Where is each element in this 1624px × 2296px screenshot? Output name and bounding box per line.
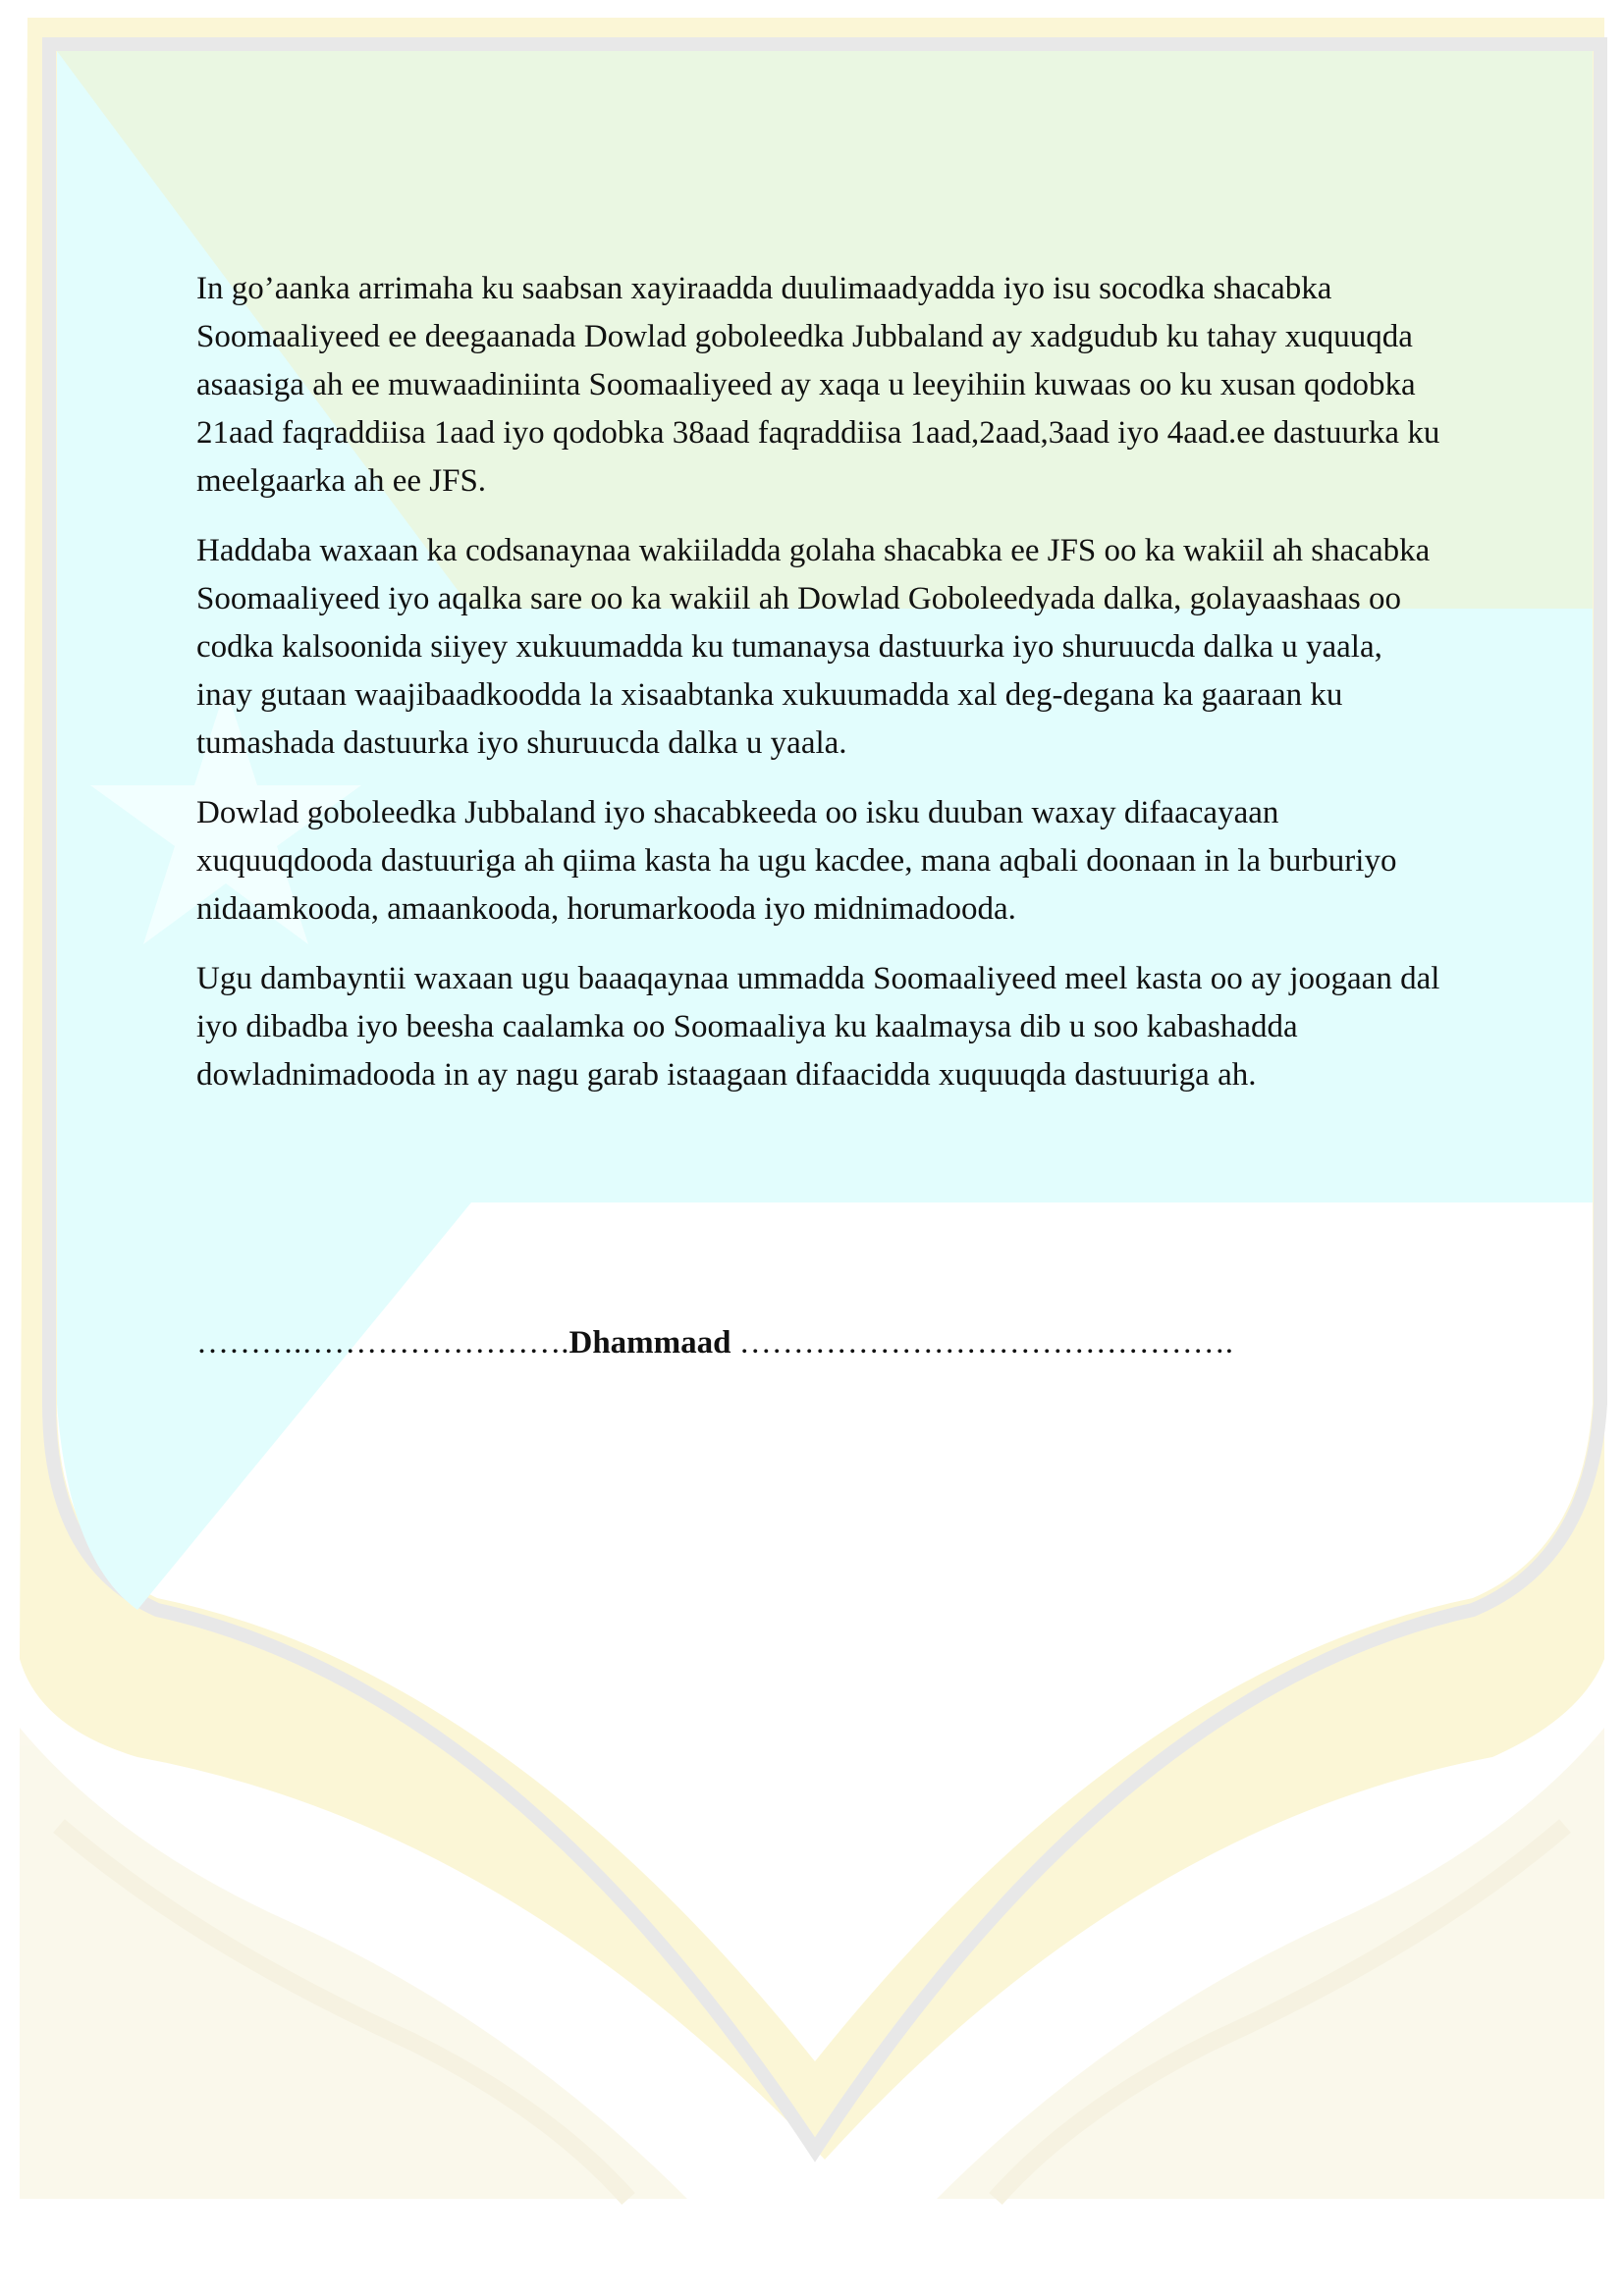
- paragraph-4: Ugu dambayntii waxaan ugu baaaqaynaa ummadda Soomaaliyeed meel kasta oo ay joogaan dal iyo dibadba iyo beesha caalamka oo Soomaaliya ku kaalmaysa dib u soo kabashadda dowladnimadooda in ay nagu garab istaagaan difaacidda xuquuqda dastuuriga ah.: [196, 961, 1440, 1093]
- closing-line: [196, 1325, 1473, 1362]
- paragraph-3: Dowlad goboleedka Jubbaland iyo shacabkeeda oo isku duuban waxay difaacayaan xuquuqdooda dastuuriga ah qiima kasta ha ugu kacdee, mana aqbali doonaan in la burburiyo nidaamkooda, amaankooda, horumarkooda iyo midnimadooda.: [196, 795, 1397, 927]
- paragraph-1: In go’aanka arrimaha ku saabsan xayiraadda duulimaadyadda iyo isu socodka shacabka Soomaaliyeed ee deegaanada Dowlad goboleedka Jubbaland ay xadgudub ku tahay xuquuqda asaasiga ah ee muwaadiniinta Soomaaliyeed ay xaqa u leeyihiin kuwaas oo ku xusan qodobka 21aad faqraddiisa 1aad iyo qodobka 38aad faqraddiisa 1aad,2aad,3aad iyo 4aad.ee dastuurka ku meelgaarka ah ee JFS.: [196, 271, 1440, 499]
- document-body: [196, 265, 1443, 1121]
- closing-leading-dots: ……….…………………….: [196, 1325, 569, 1361]
- closing-word: Dhammaad: [568, 1325, 731, 1361]
- closing-trailing-dots: ……………………………………….: [738, 1325, 1234, 1361]
- paragraph-2: Haddaba waxaan ka codsanaynaa wakiiladda golaha shacabka ee JFS oo ka wakiil ah shacabka Soomaaliyeed iyo aqalka sare oo ka wakiil ah Dowlad Goboleedyada dalka, golayaashaas oo codka kalsoonida siiyey xukuumadda ku tumanaysa dastuurka iyo shuruucda dalka u yaala, inay gutaan waajibaadkoodda la xisaabtanka xukuumadda xal deg-degana ka gaaraan ku tumashada dastuurka iyo shuruucda dalka u yaala.: [196, 533, 1431, 761]
